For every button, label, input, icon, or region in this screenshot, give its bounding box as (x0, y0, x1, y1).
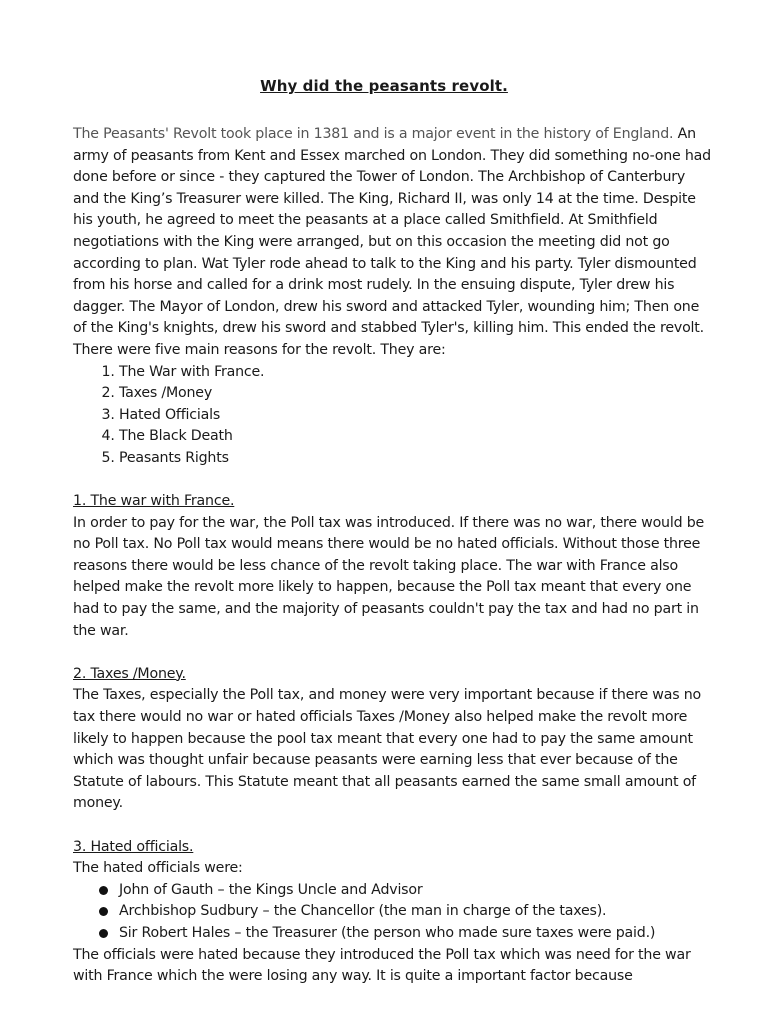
officials-list (73, 880, 713, 945)
official-item-text: John of Gauth – the Kings Uncle and Advisor (119, 881, 423, 898)
spacer (73, 642, 713, 664)
official-item-text: Sir Robert Hales – the Treasurer (the person who made sure taxes were paid.) (119, 924, 656, 941)
official-item (99, 880, 713, 902)
official-item (99, 923, 713, 945)
intro-first-sentence: The Peasants' Revolt took place in 1381 and is a major event in the history of England. (73, 126, 674, 142)
section-heading-taxes: 2. Taxes /Money. (73, 665, 186, 682)
officials-intro: The hated officials were: (73, 860, 243, 877)
reason-item: 5. Peasants Rights (119, 448, 713, 470)
document-body (73, 124, 713, 988)
intro-paragraph (73, 124, 713, 340)
section-text-taxes: The Taxes, especially the Poll tax, and money were very important because if there was no tax there would no war or hated officials Taxes /Money also helped make the revolt more likely to happen because the pool tax meant that every one had to pay the same amount which was thought unfair because peasants were earning less that ever because of the Statute of labours. This Statute meant that all peasants earned the same small amount of money. (73, 687, 701, 812)
official-item-text: Archbishop Sudbury – the Chancellor (the man in charge of the taxes). (119, 903, 607, 920)
reason-item: 2. Taxes /Money (119, 383, 713, 405)
section-text-officials: The officials were hated because they introduced the Poll tax which was need for the war with France which the were losing any way. It is quite a important factor because (73, 946, 691, 985)
page-title: Why did the peasants revolt. (260, 77, 508, 95)
reason-item: 3. Hated Officials (119, 405, 713, 427)
reasons-list (73, 362, 713, 470)
bullet-icon (99, 929, 108, 938)
section-heading-war: 1. The war with France. (73, 493, 235, 510)
section-text-war: In order to pay for the war, the Poll tax was introduced. If there was no war, there would be no Poll tax. No Poll tax would means there would be no hated officials. Without those three reasons there would be less chance of the revolt taking place. The war with France also helped make the revolt more likely to happen, because the Poll tax meant that every one had to pay the same, and the majority of peasants couldn't pay the tax and had no part in the war. (73, 514, 705, 639)
reason-item: 4. The Black Death (119, 426, 713, 448)
bullet-icon (99, 907, 108, 916)
spacer (73, 470, 713, 492)
reason-item: 1. The War with France. (119, 362, 713, 384)
official-item (99, 901, 713, 923)
intro-text: An army of peasants from Kent and Essex marched on London. They did something no-one had done before or since - they captured the Tower of London. The Archbishop of Canterbury and the King’s Treasurer were killed. The King, Richard II, was only 14 at the time. Despite his youth, he agreed to meet the peasants at a place called Smithfield. At Smithfield negotiations with the King were arranged, but on this occasion the meeting did not go according to plan. Wat Tyler rode ahead to talk to the King and his party. Tyler dismounted from his horse and called for a drink most rudely. In the ensuing dispute, Tyler drew his dagger. The Mayor of London, drew his sword and attacked Tyler, wounding him; Then one of the King's knights, drew his sword and stabbed Tyler's, killing him. This ended the revolt. (73, 126, 711, 337)
reasons-intro: There were five main reasons for the revolt. They are: (73, 341, 446, 358)
bullet-icon (99, 886, 108, 895)
section-heading-officials: 3. Hated officials. (73, 838, 194, 855)
spacer (73, 815, 713, 837)
